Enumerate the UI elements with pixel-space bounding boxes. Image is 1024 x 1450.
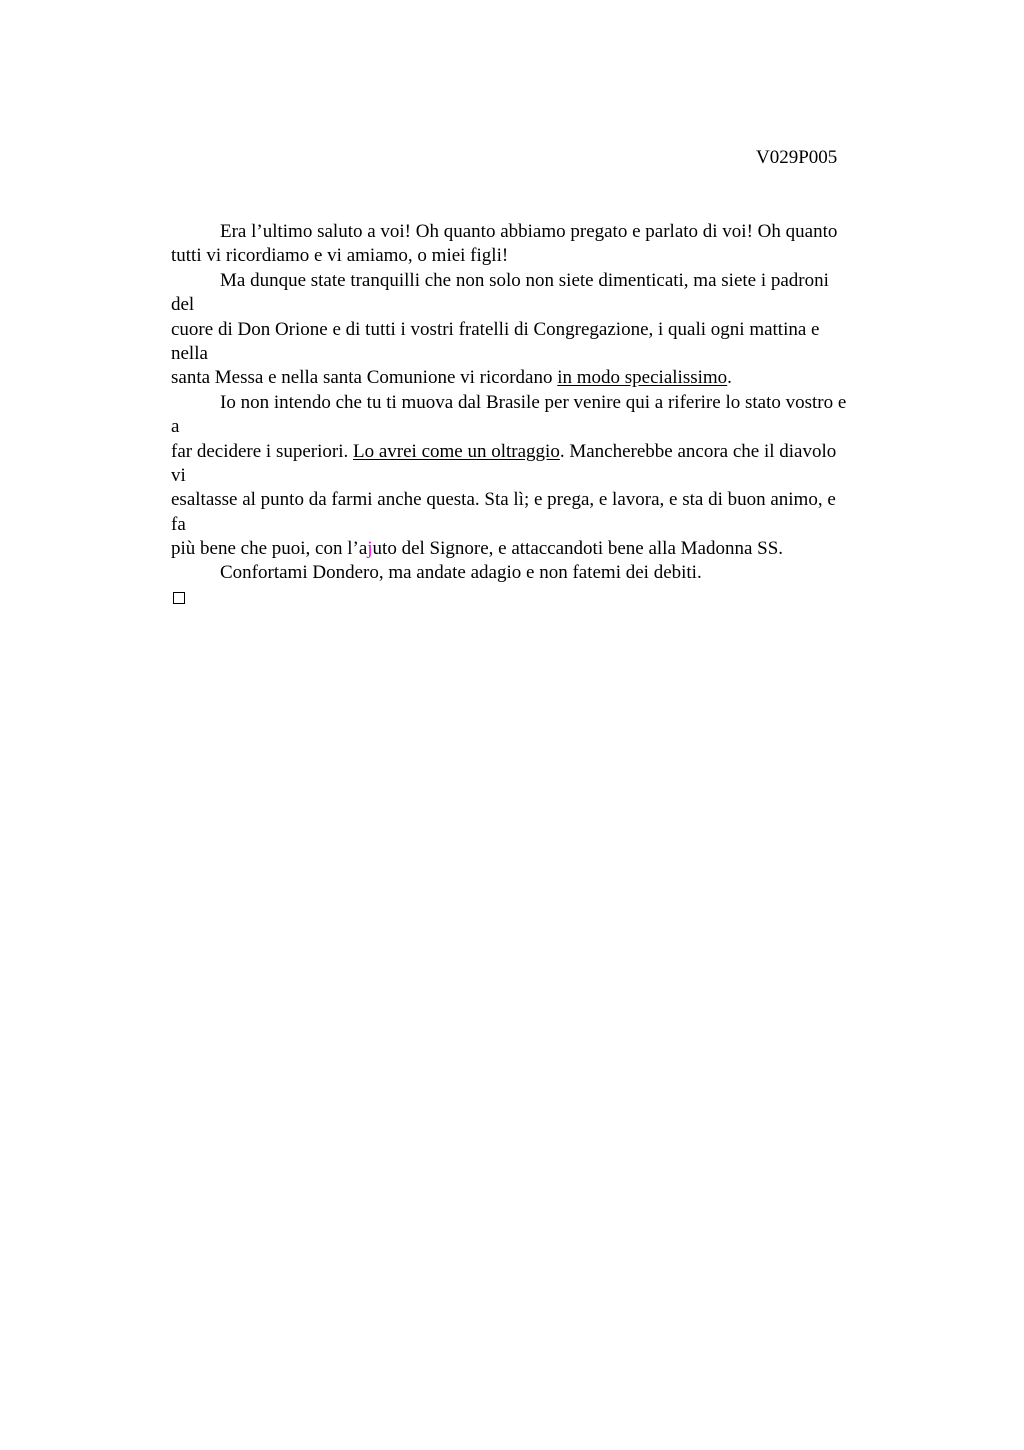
letter-text: .	[727, 367, 732, 389]
letter-body	[171, 220, 911, 610]
letter-line: Ma dunque state tranquilli che non solo non siete dimenticati, ma siete i padroni	[220, 269, 829, 291]
letter-line: tutti vi ricordiamo e vi amiamo, o miei figli!	[171, 245, 509, 267]
letter-text: . Mancherebbe ancora che il diavolo	[559, 440, 837, 462]
letter-line: esaltasse al punto da farmi anche questa. Sta lì; e prega, e lavora, e sta di buon animo, e	[171, 489, 836, 511]
letter-line	[171, 440, 911, 464]
letter-line	[171, 537, 911, 561]
letter-text: santa Messa e nella santa Comunione vi ricordano	[171, 367, 558, 389]
underlined-phrase: in modo specialissimo	[557, 367, 728, 389]
letter-line	[171, 366, 911, 390]
letter-line: vi	[171, 464, 186, 486]
letter-line: a	[171, 416, 180, 438]
underlined-phrase: Lo avrei come un oltraggio	[353, 440, 560, 462]
letter-line: fa	[171, 513, 186, 535]
end-marker-line	[171, 586, 911, 610]
letter-line: cuore di Don Orione e di tutti i vostri fratelli di Congregazione, i quali ogni mattina e	[171, 318, 820, 340]
letter-text: uto del Signore, e attaccandoti bene alla Madonna SS.	[372, 538, 784, 560]
letter-line: Io non intendo che tu ti muova dal Brasile per venire qui a riferire lo stato vostro e	[220, 391, 847, 413]
page-code: V029P005	[756, 147, 838, 168]
letter-text: più bene che puoi, con l’a	[171, 538, 368, 560]
end-box-icon	[173, 592, 185, 604]
letter-line: Confortami Dondero, ma andate adagio e non fatemi dei debiti.	[220, 562, 702, 584]
letter-line: nella	[171, 342, 208, 364]
letter-line: Era l’ultimo saluto a voi! Oh quanto abbiamo pregato e parlato di voi! Oh quanto	[220, 221, 838, 242]
letter-text: far decidere i superiori.	[171, 440, 353, 462]
letter-line: del	[171, 294, 195, 316]
highlighted-letter: j	[367, 538, 373, 560]
